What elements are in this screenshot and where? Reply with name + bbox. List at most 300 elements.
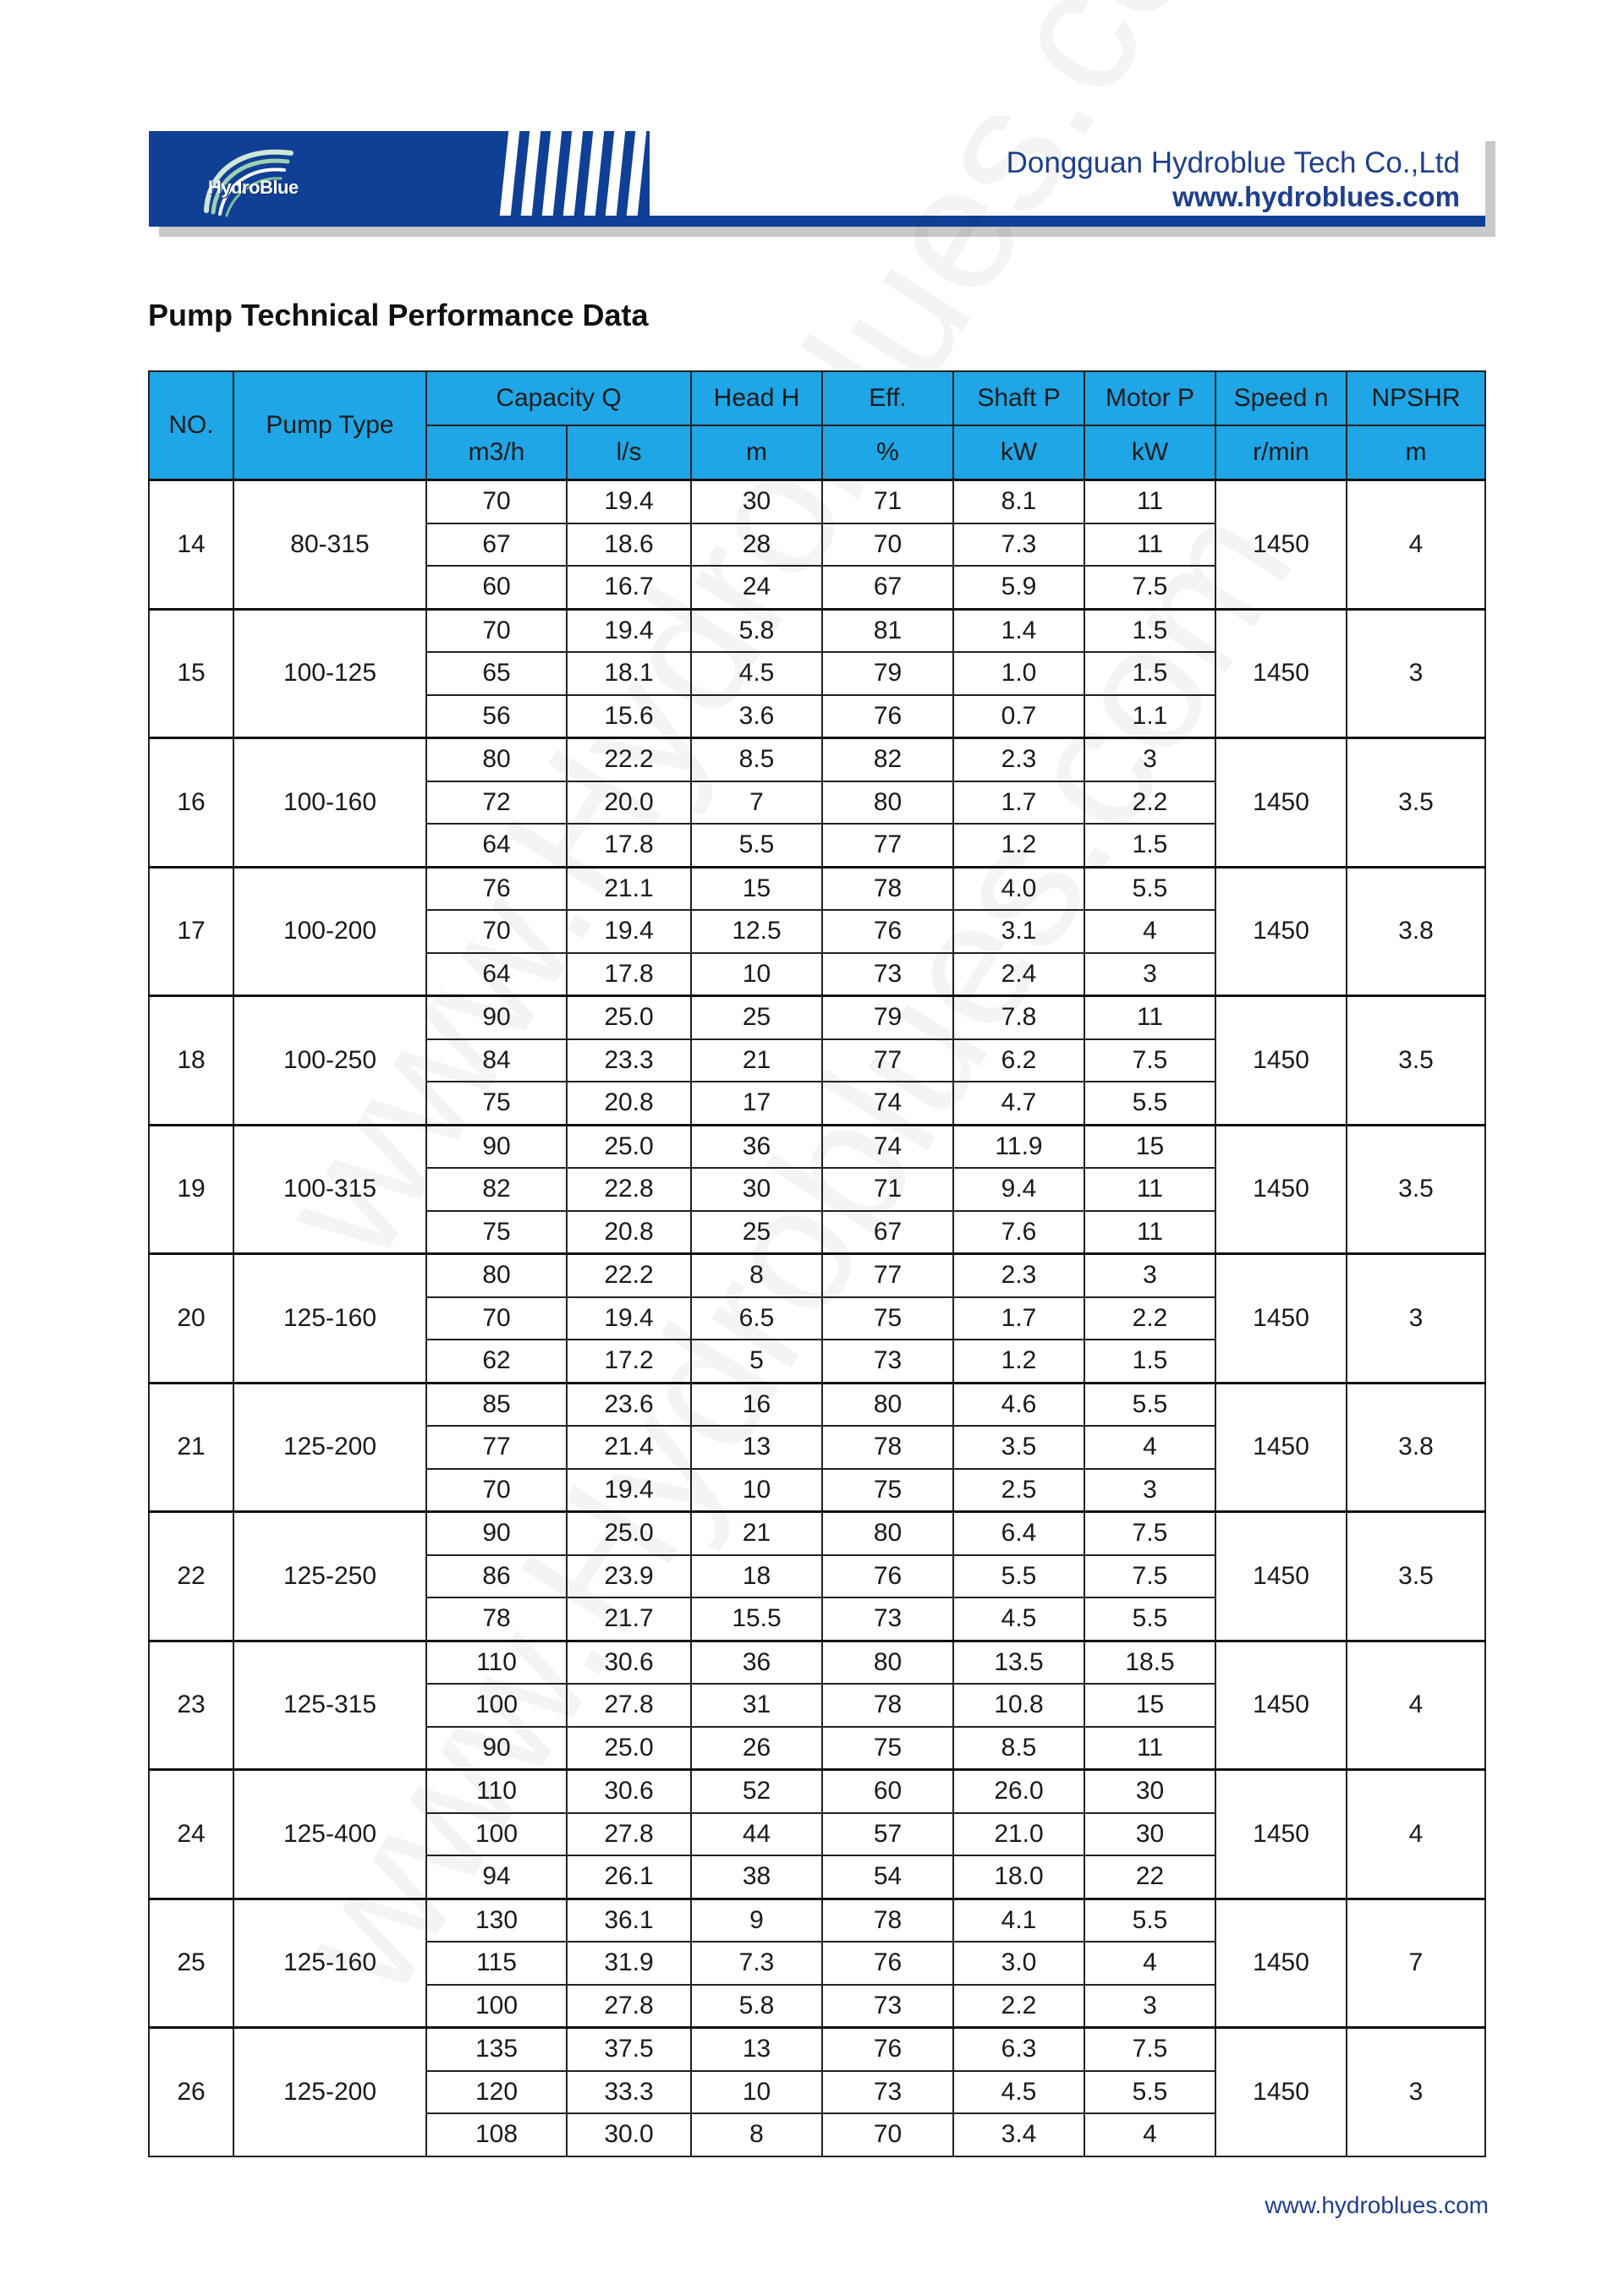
cell-cap-m3h: 65 xyxy=(426,652,567,695)
cell-cap-m3h: 64 xyxy=(426,824,567,867)
cell-cap-m3h: 77 xyxy=(426,1426,567,1469)
cell-shaft: 4.6 xyxy=(953,1383,1084,1426)
cell-cap-ls: 27.8 xyxy=(567,1813,691,1856)
cell-head: 8 xyxy=(691,1254,822,1297)
cell-cap-m3h: 90 xyxy=(426,996,567,1039)
cell-speed: 1450 xyxy=(1215,1899,1347,2028)
cell-cap-m3h: 70 xyxy=(426,1297,567,1340)
cell-head: 5.8 xyxy=(691,1985,822,2028)
cell-npshr: 4 xyxy=(1347,1770,1485,1899)
cell-head: 5.8 xyxy=(691,609,822,652)
cell-eff: 77 xyxy=(822,1039,953,1082)
cell-speed: 1450 xyxy=(1215,1770,1347,1899)
cell-cap-m3h: 82 xyxy=(426,1168,567,1211)
cell-head: 13 xyxy=(691,1426,822,1469)
cell-cap-m3h: 100 xyxy=(426,1813,567,1856)
cell-eff: 57 xyxy=(822,1813,953,1856)
cell-eff: 75 xyxy=(822,1297,953,1340)
cell-head: 7.3 xyxy=(691,1942,822,1985)
cell-speed: 1450 xyxy=(1215,1254,1347,1384)
cell-motor: 11 xyxy=(1084,1727,1215,1770)
cell-npshr: 3 xyxy=(1347,609,1485,738)
banner-stripe xyxy=(542,131,562,216)
cell-pump-type: 100-200 xyxy=(233,867,426,996)
cell-shaft: 6.3 xyxy=(953,2028,1084,2071)
cell-motor: 2.2 xyxy=(1084,1297,1215,1340)
unit-npshr: m xyxy=(1347,425,1485,480)
cell-motor: 5.5 xyxy=(1084,867,1215,910)
cell-cap-m3h: 78 xyxy=(426,1597,567,1641)
cell-cap-ls: 18.1 xyxy=(567,652,691,695)
cell-cap-ls: 19.4 xyxy=(567,480,691,523)
cell-cap-m3h: 110 xyxy=(426,1641,567,1684)
cell-speed: 1450 xyxy=(1215,2028,1347,2156)
cell-shaft: 0.7 xyxy=(953,695,1084,738)
cell-head: 12.5 xyxy=(691,910,822,953)
cell-cap-ls: 31.9 xyxy=(567,1942,691,1985)
cell-cap-m3h: 70 xyxy=(426,1469,567,1512)
cell-npshr: 3.5 xyxy=(1347,738,1485,868)
cell-shaft: 6.4 xyxy=(953,1512,1084,1555)
cell-eff: 76 xyxy=(822,910,953,953)
cell-cap-ls: 20.8 xyxy=(567,1211,691,1254)
cell-motor: 22 xyxy=(1084,1855,1215,1899)
cell-npshr: 3 xyxy=(1347,2028,1485,2156)
cell-head: 8.5 xyxy=(691,738,822,781)
cell-shaft: 4.5 xyxy=(953,1597,1084,1641)
cell-eff: 71 xyxy=(822,1168,953,1211)
table-row xyxy=(149,996,1485,1039)
cell-head: 5.5 xyxy=(691,824,822,867)
cell-head: 10 xyxy=(691,953,822,996)
table-header-row xyxy=(149,371,1485,425)
cell-head: 21 xyxy=(691,1039,822,1082)
cell-motor: 5.5 xyxy=(1084,1082,1215,1125)
cell-cap-m3h: 67 xyxy=(426,523,567,567)
cell-head: 25 xyxy=(691,996,822,1039)
cell-npshr: 3.5 xyxy=(1347,1125,1485,1254)
cell-head: 52 xyxy=(691,1770,822,1813)
cell-cap-ls: 25.0 xyxy=(567,1512,691,1555)
cell-eff: 60 xyxy=(822,1770,953,1813)
cell-pump-type: 125-250 xyxy=(233,1512,426,1641)
cell-pump-type: 125-315 xyxy=(233,1641,426,1770)
cell-eff: 78 xyxy=(822,1684,953,1727)
cell-motor: 3 xyxy=(1084,953,1215,996)
company-website: www.hydroblues.com xyxy=(1172,181,1460,212)
cell-cap-ls: 19.4 xyxy=(567,1469,691,1512)
cell-cap-m3h: 62 xyxy=(426,1340,567,1383)
cell-shaft: 6.2 xyxy=(953,1039,1084,1082)
cell-speed: 1450 xyxy=(1215,1125,1347,1254)
cell-cap-m3h: 80 xyxy=(426,1254,567,1297)
cell-npshr: 7 xyxy=(1347,1899,1485,2028)
cell-eff: 75 xyxy=(822,1469,953,1512)
cell-eff: 77 xyxy=(822,1254,953,1297)
cell-eff: 73 xyxy=(822,953,953,996)
col-header-head: Head H xyxy=(691,371,822,425)
cell-npshr: 3 xyxy=(1347,1254,1485,1384)
cell-shaft: 5.9 xyxy=(953,566,1084,609)
cell-cap-ls: 25.0 xyxy=(567,996,691,1039)
unit-capacity-m3h: m3/h xyxy=(426,425,567,480)
cell-shaft: 4.7 xyxy=(953,1082,1084,1125)
cell-cap-ls: 22.8 xyxy=(567,1168,691,1211)
cell-motor: 15 xyxy=(1084,1125,1215,1168)
cell-eff: 76 xyxy=(822,695,953,738)
cell-motor: 4 xyxy=(1084,2113,1215,2156)
cell-head: 13 xyxy=(691,2028,822,2071)
cell-eff: 67 xyxy=(822,1211,953,1254)
cell-shaft: 18.0 xyxy=(953,1855,1084,1899)
banner-stripe xyxy=(563,131,584,216)
cell-cap-m3h: 75 xyxy=(426,1211,567,1254)
cell-shaft: 13.5 xyxy=(953,1641,1084,1684)
table-body xyxy=(149,480,1485,2156)
cell-cap-ls: 30.6 xyxy=(567,1641,691,1684)
cell-no: 20 xyxy=(149,1254,233,1384)
cell-head: 15 xyxy=(691,867,822,910)
table-row xyxy=(149,1383,1485,1426)
cell-speed: 1450 xyxy=(1215,1512,1347,1641)
cell-no: 21 xyxy=(149,1383,233,1512)
cell-cap-ls: 22.2 xyxy=(567,1254,691,1297)
cell-cap-ls: 20.8 xyxy=(567,1082,691,1125)
banner-blue-panel xyxy=(149,131,650,227)
cell-head: 44 xyxy=(691,1813,822,1856)
cell-npshr: 3.5 xyxy=(1347,1512,1485,1641)
cell-eff: 80 xyxy=(822,1512,953,1555)
cell-cap-m3h: 135 xyxy=(426,2028,567,2071)
table-row xyxy=(149,1254,1485,1297)
cell-motor: 7.5 xyxy=(1084,1555,1215,1598)
cell-motor: 1.1 xyxy=(1084,695,1215,738)
cell-shaft: 9.4 xyxy=(953,1168,1084,1211)
unit-capacity-ls: l/s xyxy=(567,425,691,480)
cell-shaft: 2.4 xyxy=(953,953,1084,996)
cell-shaft: 8.1 xyxy=(953,480,1084,523)
cell-shaft: 4.1 xyxy=(953,1899,1084,1942)
cell-eff: 73 xyxy=(822,1340,953,1383)
cell-eff: 73 xyxy=(822,1985,953,2028)
cell-eff: 80 xyxy=(822,1383,953,1426)
cell-head: 5 xyxy=(691,1340,822,1383)
cell-cap-m3h: 76 xyxy=(426,867,567,910)
cell-cap-ls: 26.1 xyxy=(567,1855,691,1899)
cell-head: 4.5 xyxy=(691,652,822,695)
col-header-eff: Eff. xyxy=(822,371,953,425)
cell-eff: 67 xyxy=(822,566,953,609)
banner-stripe xyxy=(606,131,626,216)
cell-motor: 5.5 xyxy=(1084,2071,1215,2114)
cell-cap-m3h: 70 xyxy=(426,480,567,523)
cell-motor: 1.5 xyxy=(1084,609,1215,652)
cell-speed: 1450 xyxy=(1215,738,1347,868)
cell-pump-type: 125-400 xyxy=(233,1770,426,1899)
cell-cap-m3h: 72 xyxy=(426,781,567,825)
cell-npshr: 4 xyxy=(1347,1641,1485,1770)
cell-cap-m3h: 56 xyxy=(426,695,567,738)
banner-stripe xyxy=(627,131,647,216)
cell-head: 8 xyxy=(691,2113,822,2156)
cell-motor: 3 xyxy=(1084,738,1215,781)
table-row xyxy=(149,609,1485,652)
cell-cap-ls: 21.7 xyxy=(567,1597,691,1641)
cell-motor: 1.5 xyxy=(1084,1340,1215,1383)
cell-cap-ls: 23.3 xyxy=(567,1039,691,1082)
cell-head: 36 xyxy=(691,1125,822,1168)
cell-speed: 1450 xyxy=(1215,1383,1347,1512)
cell-motor: 11 xyxy=(1084,1168,1215,1211)
col-header-pump-type: Pump Type xyxy=(233,371,426,480)
cell-motor: 15 xyxy=(1084,1684,1215,1727)
cell-head: 24 xyxy=(691,566,822,609)
cell-cap-m3h: 120 xyxy=(426,2071,567,2114)
cell-eff: 81 xyxy=(822,609,953,652)
cell-eff: 79 xyxy=(822,652,953,695)
cell-shaft: 1.4 xyxy=(953,609,1084,652)
cell-cap-ls: 36.1 xyxy=(567,1899,691,1942)
cell-motor: 18.5 xyxy=(1084,1641,1215,1684)
cell-cap-ls: 23.6 xyxy=(567,1383,691,1426)
cell-shaft: 2.3 xyxy=(953,738,1084,781)
banner-stripe xyxy=(584,131,605,216)
cell-head: 30 xyxy=(691,1168,822,1211)
cell-shaft: 3.5 xyxy=(953,1426,1084,1469)
cell-eff: 71 xyxy=(822,480,953,523)
cell-eff: 78 xyxy=(822,867,953,910)
cell-shaft: 1.2 xyxy=(953,1340,1084,1383)
cell-cap-ls: 17.8 xyxy=(567,824,691,867)
cell-cap-ls: 15.6 xyxy=(567,695,691,738)
cell-cap-m3h: 100 xyxy=(426,1985,567,2028)
cell-motor: 11 xyxy=(1084,523,1215,567)
cell-motor: 30 xyxy=(1084,1770,1215,1813)
cell-shaft: 2.2 xyxy=(953,1985,1084,2028)
cell-pump-type: 100-160 xyxy=(233,738,426,868)
cell-motor: 11 xyxy=(1084,1211,1215,1254)
unit-eff: % xyxy=(822,425,953,480)
cell-cap-ls: 30.0 xyxy=(567,2113,691,2156)
col-header-npshr: NPSHR xyxy=(1347,371,1485,425)
cell-eff: 77 xyxy=(822,824,953,867)
cell-cap-m3h: 130 xyxy=(426,1899,567,1942)
col-header-speed: Speed n xyxy=(1215,371,1347,425)
cell-pump-type: 100-315 xyxy=(233,1125,426,1254)
cell-eff: 82 xyxy=(822,738,953,781)
cell-shaft: 4.5 xyxy=(953,2071,1084,2114)
table-row xyxy=(149,1899,1485,1942)
cell-cap-m3h: 90 xyxy=(426,1727,567,1770)
cell-eff: 74 xyxy=(822,1082,953,1125)
cell-cap-m3h: 60 xyxy=(426,566,567,609)
banner-stripe xyxy=(521,131,541,216)
cell-motor: 3 xyxy=(1084,1469,1215,1512)
cell-eff: 76 xyxy=(822,1942,953,1985)
col-header-motor: Motor P xyxy=(1084,371,1215,425)
company-name: Dongguan Hydroblue Tech Co.,Ltd xyxy=(1006,146,1460,179)
cell-head: 15.5 xyxy=(691,1597,822,1641)
cell-cap-ls: 25.0 xyxy=(567,1727,691,1770)
cell-npshr: 3.5 xyxy=(1347,996,1485,1126)
cell-motor: 11 xyxy=(1084,480,1215,523)
cell-pump-type: 125-160 xyxy=(233,1254,426,1384)
cell-shaft: 2.5 xyxy=(953,1469,1084,1512)
cell-eff: 78 xyxy=(822,1899,953,1942)
table-row xyxy=(149,1512,1485,1555)
cell-motor: 3 xyxy=(1084,1254,1215,1297)
cell-eff: 74 xyxy=(822,1125,953,1168)
cell-eff: 73 xyxy=(822,2071,953,2114)
cell-eff: 76 xyxy=(822,2028,953,2071)
cell-cap-ls: 19.4 xyxy=(567,609,691,652)
cell-head: 17 xyxy=(691,1082,822,1125)
company-block xyxy=(1007,146,1460,214)
cell-pump-type: 125-200 xyxy=(233,1383,426,1512)
table-row xyxy=(149,2028,1485,2071)
cell-shaft: 2.3 xyxy=(953,1254,1084,1297)
performance-table xyxy=(148,370,1486,2157)
cell-shaft: 1.0 xyxy=(953,652,1084,695)
cell-cap-ls: 18.6 xyxy=(567,523,691,567)
cell-no: 14 xyxy=(149,480,233,610)
cell-motor: 1.5 xyxy=(1084,824,1215,867)
cell-motor: 5.5 xyxy=(1084,1597,1215,1641)
cell-cap-ls: 17.8 xyxy=(567,953,691,996)
cell-eff: 73 xyxy=(822,1597,953,1641)
cell-speed: 1450 xyxy=(1215,480,1347,610)
cell-shaft: 1.2 xyxy=(953,824,1084,867)
cell-cap-m3h: 70 xyxy=(426,609,567,652)
cell-cap-m3h: 108 xyxy=(426,2113,567,2156)
cell-eff: 70 xyxy=(822,523,953,567)
cell-cap-ls: 37.5 xyxy=(567,2028,691,2071)
cell-head: 21 xyxy=(691,1512,822,1555)
cell-motor: 5.5 xyxy=(1084,1899,1215,1942)
unit-head: m xyxy=(691,425,822,480)
cell-shaft: 3.0 xyxy=(953,1942,1084,1985)
cell-cap-m3h: 90 xyxy=(426,1512,567,1555)
cell-no: 25 xyxy=(149,1899,233,2028)
cell-no: 19 xyxy=(149,1125,233,1254)
cell-motor: 5.5 xyxy=(1084,1383,1215,1426)
cell-shaft: 26.0 xyxy=(953,1770,1084,1813)
col-header-capacity: Capacity Q xyxy=(426,371,691,425)
cell-cap-m3h: 100 xyxy=(426,1684,567,1727)
cell-cap-ls: 16.7 xyxy=(567,566,691,609)
unit-speed: r/min xyxy=(1215,425,1347,480)
unit-shaft: kW xyxy=(953,425,1084,480)
cell-head: 30 xyxy=(691,480,822,523)
cell-head: 38 xyxy=(691,1855,822,1899)
cell-speed: 1450 xyxy=(1215,1641,1347,1770)
cell-speed: 1450 xyxy=(1215,996,1347,1126)
cell-head: 10 xyxy=(691,2071,822,2114)
cell-cap-m3h: 90 xyxy=(426,1125,567,1168)
cell-no: 24 xyxy=(149,1770,233,1899)
cell-eff: 75 xyxy=(822,1727,953,1770)
cell-head: 16 xyxy=(691,1383,822,1426)
cell-head: 31 xyxy=(691,1684,822,1727)
cell-head: 18 xyxy=(691,1555,822,1598)
cell-cap-ls: 19.4 xyxy=(567,910,691,953)
cell-eff: 78 xyxy=(822,1426,953,1469)
cell-motor: 4 xyxy=(1084,1942,1215,1985)
hydroblue-logo xyxy=(191,138,326,222)
cell-eff: 80 xyxy=(822,1641,953,1684)
cell-motor: 7.5 xyxy=(1084,1512,1215,1555)
cell-head: 6.5 xyxy=(691,1297,822,1340)
banner-stripe xyxy=(500,131,520,216)
cell-no: 22 xyxy=(149,1512,233,1641)
unit-motor: kW xyxy=(1084,425,1215,480)
cell-pump-type: 100-125 xyxy=(233,609,426,738)
cell-cap-m3h: 115 xyxy=(426,1942,567,1985)
cell-cap-ls: 17.2 xyxy=(567,1340,691,1383)
cell-shaft: 10.8 xyxy=(953,1684,1084,1727)
cell-npshr: 3.8 xyxy=(1347,867,1485,996)
cell-head: 25 xyxy=(691,1211,822,1254)
cell-npshr: 3.8 xyxy=(1347,1383,1485,1512)
cell-shaft: 1.7 xyxy=(953,1297,1084,1340)
cell-shaft: 21.0 xyxy=(953,1813,1084,1856)
cell-head: 9 xyxy=(691,1899,822,1942)
cell-shaft: 3.4 xyxy=(953,2113,1084,2156)
cell-motor: 11 xyxy=(1084,996,1215,1039)
cell-cap-ls: 23.9 xyxy=(567,1555,691,1598)
page-title: Pump Technical Performance Data xyxy=(148,298,649,332)
cell-motor: 7.5 xyxy=(1084,1039,1215,1082)
table-row xyxy=(149,480,1485,523)
logo-text: HydroBlue xyxy=(208,177,299,198)
cell-cap-m3h: 80 xyxy=(426,738,567,781)
cell-cap-m3h: 94 xyxy=(426,1855,567,1899)
banner-rule xyxy=(650,216,1485,227)
cell-motor: 30 xyxy=(1084,1813,1215,1856)
cell-shaft: 7.3 xyxy=(953,523,1084,567)
cell-shaft: 4.0 xyxy=(953,867,1084,910)
cell-cap-m3h: 75 xyxy=(426,1082,567,1125)
cell-cap-ls: 25.0 xyxy=(567,1125,691,1168)
cell-motor: 7.5 xyxy=(1084,566,1215,609)
cell-eff: 80 xyxy=(822,781,953,825)
cell-cap-ls: 21.1 xyxy=(567,867,691,910)
footer-url: www.hydroblues.com xyxy=(1265,2192,1489,2218)
cell-shaft: 1.7 xyxy=(953,781,1084,825)
cell-cap-m3h: 85 xyxy=(426,1383,567,1426)
cell-motor: 2.2 xyxy=(1084,781,1215,825)
cell-motor: 4 xyxy=(1084,1426,1215,1469)
cell-no: 18 xyxy=(149,996,233,1126)
cell-cap-m3h: 70 xyxy=(426,910,567,953)
cell-pump-type: 80-315 xyxy=(233,480,426,610)
cell-cap-ls: 30.6 xyxy=(567,1770,691,1813)
table-row xyxy=(149,1125,1485,1168)
cell-shaft: 3.1 xyxy=(953,910,1084,953)
cell-motor: 1.5 xyxy=(1084,652,1215,695)
cell-pump-type: 125-200 xyxy=(233,2028,426,2156)
cell-head: 26 xyxy=(691,1727,822,1770)
cell-head: 36 xyxy=(691,1641,822,1684)
cell-pump-type: 125-160 xyxy=(233,1899,426,2028)
cell-eff: 76 xyxy=(822,1555,953,1598)
cell-cap-m3h: 64 xyxy=(426,953,567,996)
cell-shaft: 5.5 xyxy=(953,1555,1084,1598)
cell-cap-m3h: 84 xyxy=(426,1039,567,1082)
cell-head: 10 xyxy=(691,1469,822,1512)
cell-no: 16 xyxy=(149,738,233,868)
cell-head: 7 xyxy=(691,781,822,825)
